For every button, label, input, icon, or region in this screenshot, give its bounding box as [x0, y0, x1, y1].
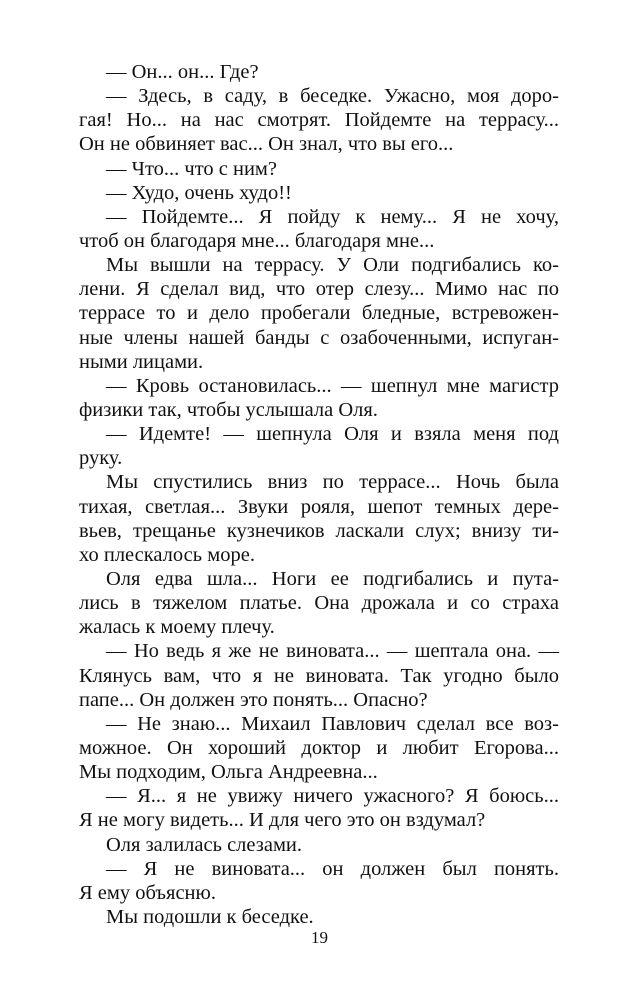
page-number: 19: [311, 928, 328, 947]
text-line: — Идемте! — шепнула Оля и взяла меня под: [106, 423, 559, 446]
text-line: гая! Но... на нас смотрят. Пойдемте на террасу...: [79, 109, 559, 132]
text-line: Оля едва шла... Ноги ее подгибались и пута-: [106, 567, 559, 590]
text-line: Мы подошли к беседке.: [106, 905, 314, 928]
text-line: ными лицами.: [79, 350, 204, 373]
text-line: — Здесь, в саду, в беседке. Ужасно, моя доро-: [106, 85, 559, 108]
text-line: — Но ведь я же не виновата... — шептала она. —: [106, 640, 559, 663]
body-text: [79, 60, 559, 929]
text-line: — Я не виновата... он должен был понять.: [106, 857, 559, 880]
text-line: ные члены нашей банды с озабоченными, испуган-: [79, 326, 559, 349]
text-line: вьев, трещанье кузнечиков ласкали слух; внизу ти-: [79, 519, 559, 542]
text-line: — Он... он... Где?: [106, 61, 259, 83]
text-line: — Худо, очень худо!!: [106, 181, 292, 204]
text-line: — Я... я не увижу ничего ужасного? Я боюсь...: [106, 785, 559, 808]
text-line: руку.: [79, 447, 123, 470]
text-line: Я ему объясню.: [79, 881, 216, 904]
text-line: хо плескалось море.: [79, 543, 255, 566]
text-line: — Не знаю... Михаил Павлович сделал все воз-: [106, 712, 559, 735]
text-line: можное. Он хороший доктор и любит Егорова...: [79, 736, 559, 759]
text-line: лени. Я сделал вид, что отер слезу... Мимо нас по: [79, 278, 559, 301]
text-line: жалась к моему плечу.: [79, 616, 275, 639]
text-line: — Пойдемте... Я пойду к нему... Я не хочу,: [106, 205, 559, 228]
text-line: Мы вышли на террасу. У Оли подгибались ко-: [106, 254, 559, 277]
text-line: террасе то и дело пробегали бледные, встревожен-: [79, 302, 559, 325]
text-line: Оля залилась слезами.: [106, 833, 303, 856]
text-line: Мы спустились вниз по террасе... Ночь была: [106, 471, 559, 494]
text-line: тихая, светлая... Звуки рояля, шепот темных дере-: [79, 495, 559, 518]
text-line: папе... Он должен это понять... Опасно?: [79, 688, 428, 711]
text-line: — Что... что с ним?: [106, 157, 277, 180]
text-line: лись в тяжелом платье. Она дрожала и со страха: [79, 592, 559, 615]
text-line: Мы подходим, Ольга Андреевна...: [79, 761, 378, 784]
text-line: чтоб он благодаря мне... благодаря мне...: [79, 229, 435, 252]
text-line: Он не обвиняет вас... Он знал, что вы его...: [79, 133, 454, 156]
text-line: — Кровь остановилась... — шепнул мне магистр: [106, 374, 559, 397]
text-line: физики так, чтобы услышала Оля.: [79, 398, 378, 421]
text-line: Клянусь вам, что я не виновата. Так угодно было: [79, 664, 559, 687]
text-line: Я не могу видеть... И для чего это он вздумал?: [79, 809, 486, 832]
